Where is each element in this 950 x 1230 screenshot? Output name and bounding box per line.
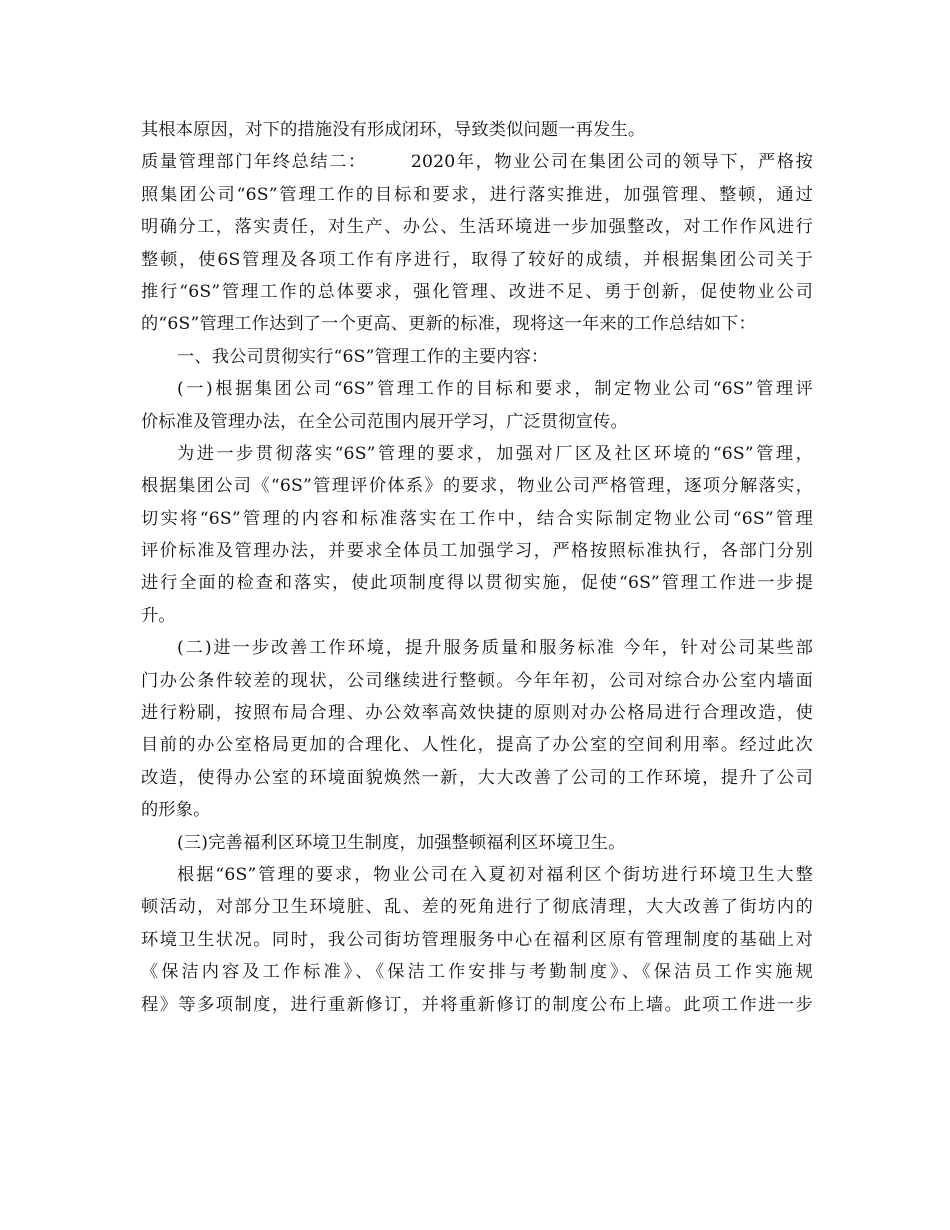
text-line: 升。 xyxy=(141,605,176,626)
text-line: 整顿，使6S管理及各项工作有序进行，取得了较好的成绩，并根据集团公司关于 xyxy=(141,249,813,270)
text-line: (一)根据集团公司“6S”管理工作的目标和要求，制定物业公司“6S”管理评 xyxy=(177,379,813,400)
text-line: 的“6S”管理工作达到了一个更高、更新的标准，现将这一年来的工作总结如下： xyxy=(141,314,756,335)
text-segment: 2020年，物业公司在集团公司的领导下，严格按 xyxy=(410,152,814,173)
text-line: 进行全面的检查和落实，使此项制度得以贯彻实施，促使“6S”管理工作进一步提 xyxy=(141,573,813,594)
text-line xyxy=(141,146,813,178)
text-line: 根据集团公司《“6S”管理评价体系》的要求，物业公司严格管理，逐项分解落实， xyxy=(141,476,813,497)
text-line: 顿活动，对部分卫生环境脏、乱、差的死角进行了彻底清理，大大改善了街坊内的 xyxy=(141,897,813,918)
text-line: 《保洁内容及工作标准》、《保洁工作安排与考勤制度》、《保洁员工作实施规 xyxy=(141,962,813,983)
text-line: 一、我公司贯彻实行“6S”管理工作的主要内容： xyxy=(177,346,549,367)
text-line: (二)进一步改善工作环境，提升服务质量和服务标准 今年，针对公司某些部 xyxy=(177,638,813,659)
text-line: 环境卫生状况。同时，我公司街坊管理服务中心在福利区原有管理制度的基础上对 xyxy=(141,929,813,950)
text-line: 根据“6S”管理的要求，物业公司在入夏初对福利区个街坊进行环境卫生大整 xyxy=(177,864,813,885)
text-line: 推行“6S”管理工作的总体要求，强化管理、改进不足、勇于创新，促使物业公司 xyxy=(141,281,813,302)
text-line: 照集团公司“6S”管理工作的目标和要求，进行落实推进，加强管理、整顿，通过 xyxy=(141,184,813,205)
text-line: 目前的办公室格局更加的合理化、人性化，提高了办公室的空间利用率。经过此次 xyxy=(141,735,813,756)
text-line: 评价标准及管理办法，并要求全体员工加强学习，严格按照标准执行，各部门分别 xyxy=(141,541,813,562)
text-line: 的形象。 xyxy=(141,800,211,821)
document-body xyxy=(141,114,813,1021)
text-line: 程》等多项制度，进行重新修订，并将重新修订的制度公布上墙。此项工作进一步 xyxy=(141,994,813,1015)
text-line: 切实将“6S”管理的内容和标准落实在工作中，结合实际制定物业公司“6S”管理 xyxy=(141,508,813,529)
text-line: 明确分工，落实责任，对生产、办公、生活环境进一步加强整改，对工作作风进行 xyxy=(141,217,813,238)
text-line: 其根本原因，对下的措施没有形成闭环，导致类似问题一再发生。 xyxy=(141,120,646,140)
text-line: 进行粉刷，按照布局合理、办公效率高效快捷的原则对办公格局进行合理改造，使 xyxy=(141,703,813,724)
text-line: 为进一步贯彻落实“6S”管理的要求，加强对厂区及社区环境的“6S”管理， xyxy=(177,443,813,464)
section-heading: 质量管理部门年终总结二： xyxy=(141,152,367,173)
text-line: 价标准及管理办法，在全公司范围内展开学习，广泛贯彻宣传。 xyxy=(141,411,628,432)
text-line: (三)完善福利区环境卫生制度，加强整顿福利区环境卫生。 xyxy=(177,832,626,853)
text-line: 改造，使得办公室的环境面貌焕然一新，大大改善了公司的工作环境，提升了公司 xyxy=(141,767,813,788)
text-line: 门办公条件较差的现状，公司继续进行整顿。今年年初，公司对综合办公室内墙面 xyxy=(141,670,813,691)
